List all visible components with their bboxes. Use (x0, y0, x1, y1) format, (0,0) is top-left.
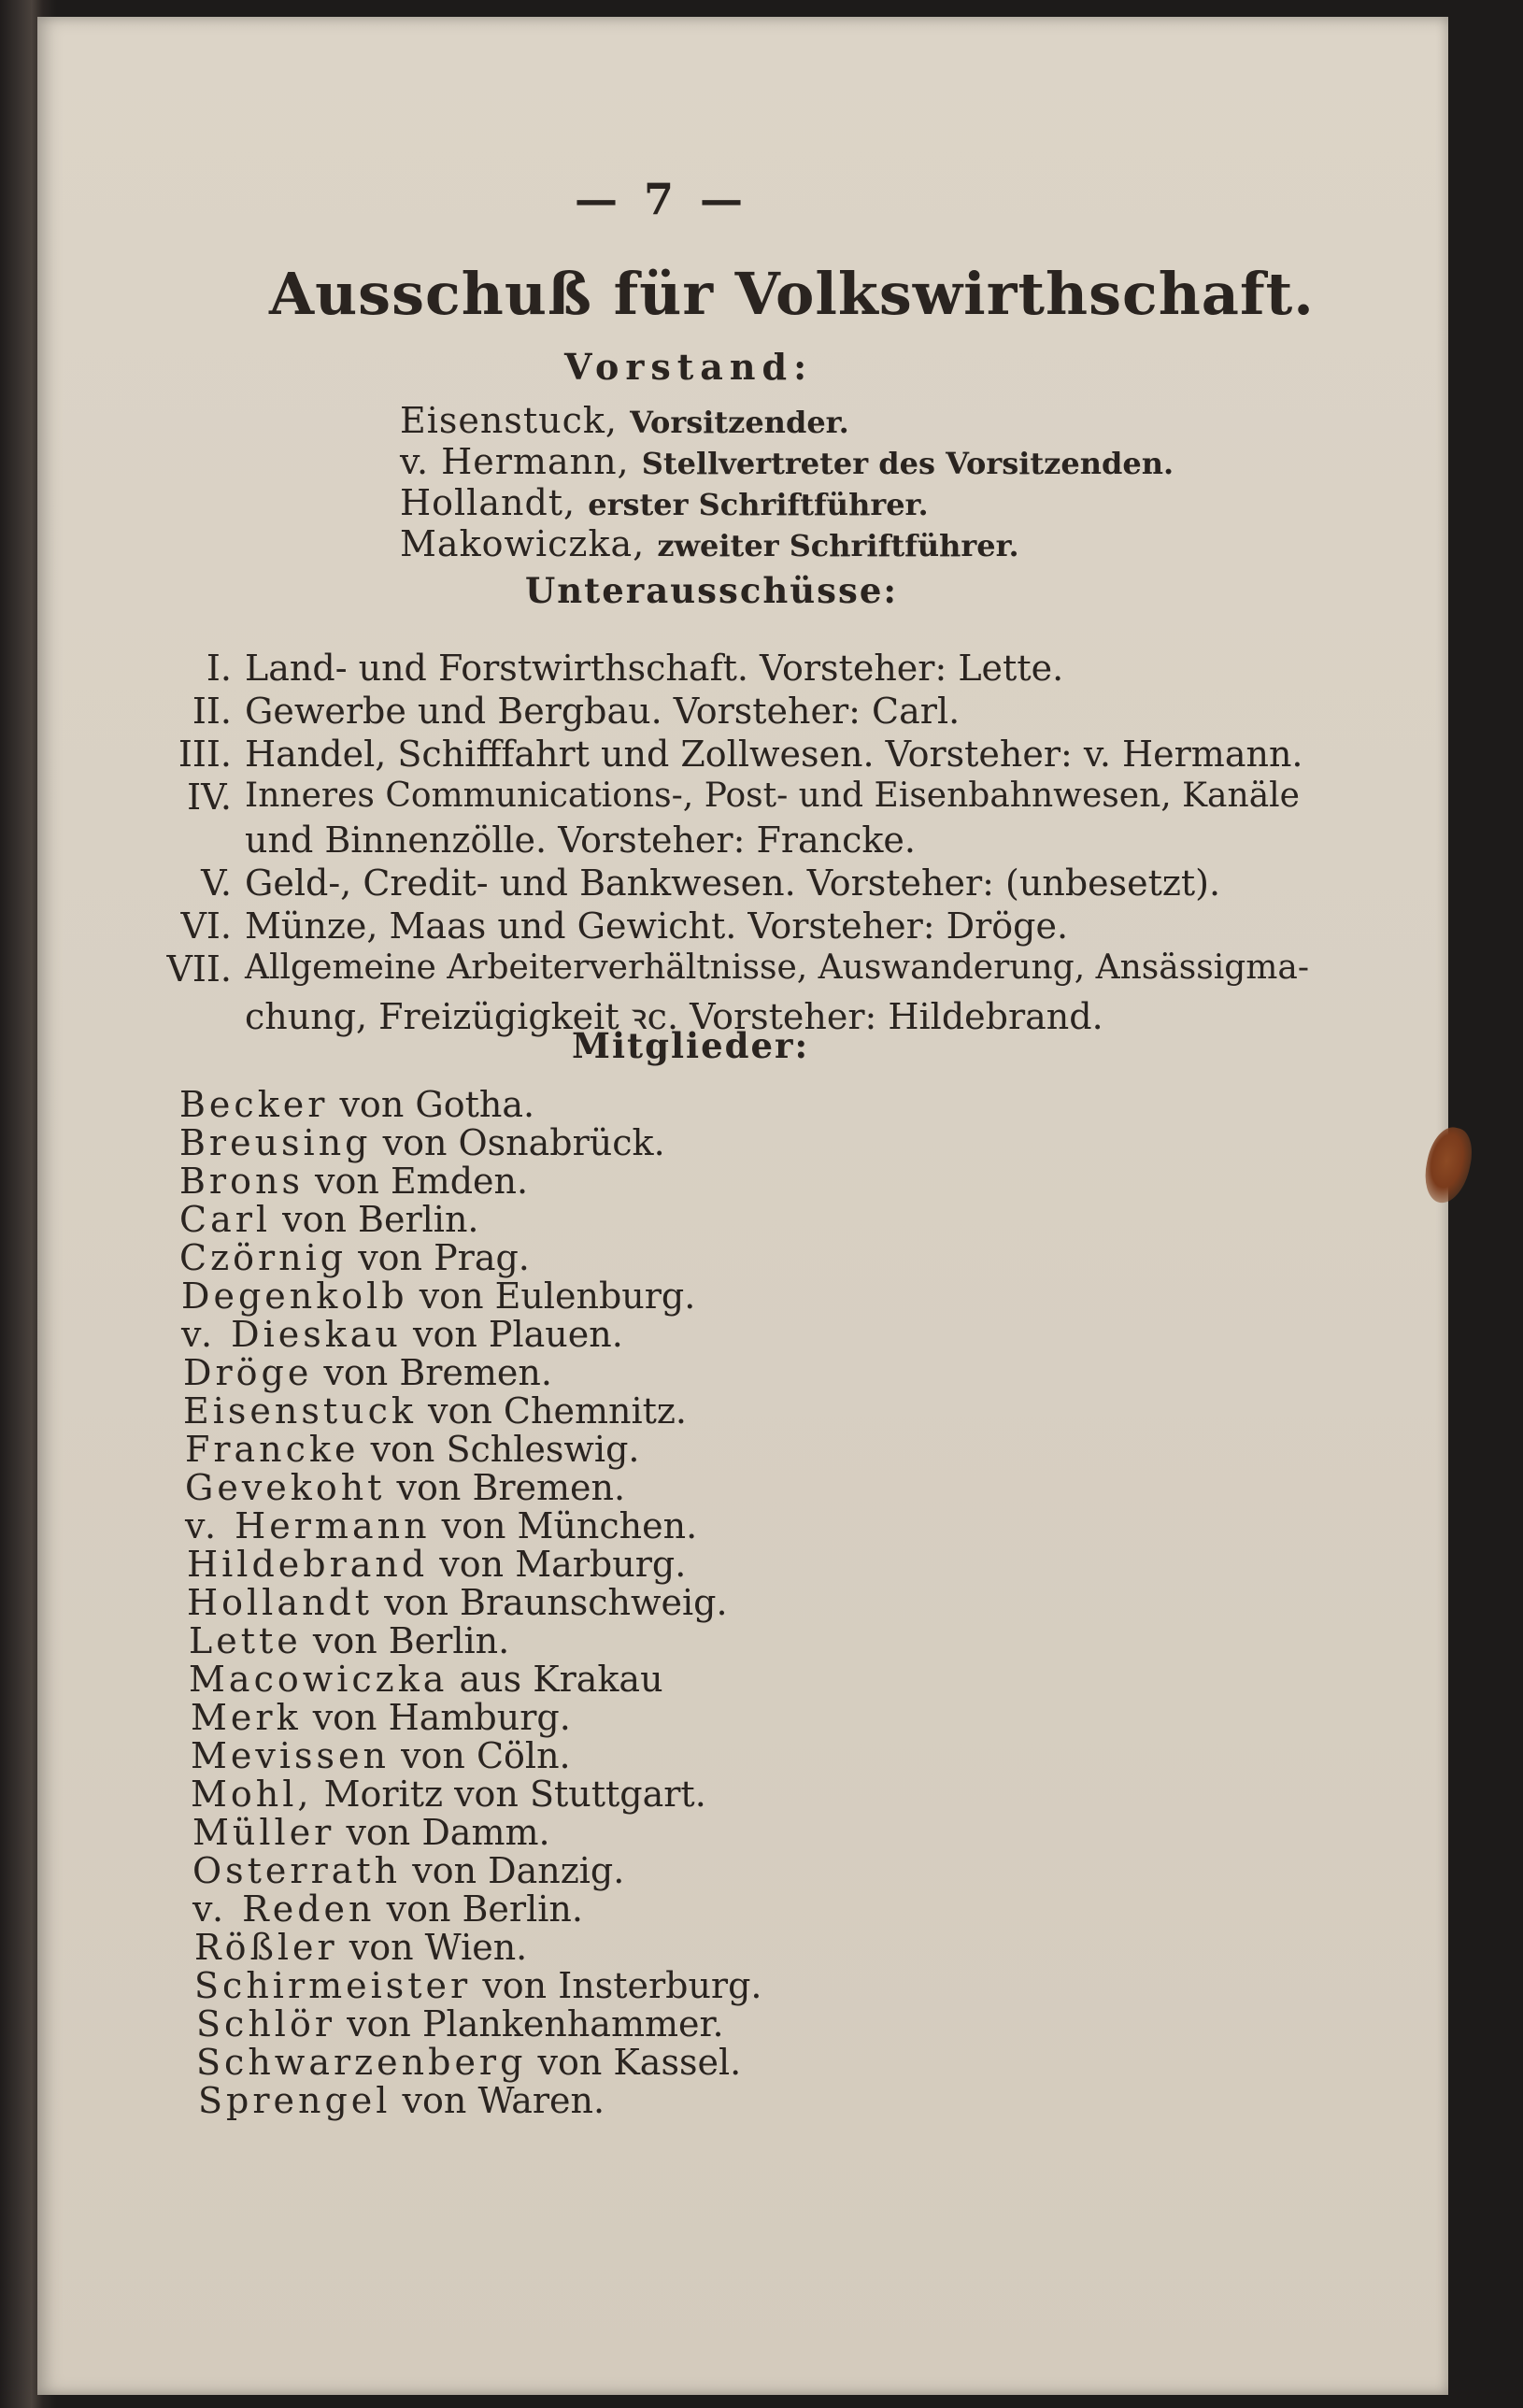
member-place: von Berlin. (312, 1620, 510, 1661)
member-name: Mohl, (191, 1774, 313, 1815)
member-name: Schirmeister (194, 1965, 472, 2006)
committee-title: Ausschuß für Volkswirthschaft. (269, 260, 1315, 328)
board-member-role: erster Schriftführer. (588, 487, 929, 522)
member-entry (191, 1697, 571, 1738)
member-entry (192, 1850, 624, 1891)
member-entry (183, 1390, 687, 1432)
board-member-name: Hollandt, (400, 482, 576, 523)
member-place: von Plauen. (412, 1314, 623, 1355)
member-name: Brons (179, 1161, 304, 1202)
member-place: von Eulenburg. (419, 1275, 696, 1317)
subcommittee-text: Münze, Maas und Gewicht. Vorsteher: Dröge. (245, 905, 1069, 947)
page-number: — 7 — (575, 174, 749, 224)
subcommittee-text: Handel, Schifffahrt und Zollwesen. Vorsteher: v. Hermann. (245, 734, 1303, 775)
member-place: von Berlin. (282, 1199, 479, 1240)
member-name: Schwarzenberg (196, 2042, 527, 2083)
member-name: Degenkolb (181, 1275, 408, 1317)
subcommittee-number: I. (206, 648, 232, 689)
member-place: von Danzig. (412, 1850, 625, 1891)
subcommittee-text: Geld-, Credit- und Bankwesen. Vorsteher: (unbesetzt). (245, 862, 1221, 904)
board-member-name: Makowiczka, (400, 523, 646, 564)
member-entry (185, 1429, 639, 1470)
member-place: von Bremen. (323, 1352, 552, 1393)
subcommittee-text: Land- und Forstwirthschaft. Vorsteher: Lette. (245, 648, 1064, 689)
member-entry (194, 1965, 762, 2006)
board-member-role: zweiter Schriftführer. (657, 528, 1019, 563)
member-place: von Chemnitz. (428, 1390, 687, 1432)
member-name: Czörnig (179, 1237, 348, 1278)
subcommittee-text: Allgemeine Arbeiterverhältnisse, Auswanderung, Ansässigma- (245, 948, 1310, 987)
board-member (400, 523, 1019, 564)
member-place: von Hamburg. (312, 1697, 571, 1738)
member-place: von Marburg. (439, 1544, 687, 1585)
member-place: von München. (441, 1505, 698, 1546)
subcommittee-number: VII. (166, 948, 232, 990)
member-name: Mevissen (191, 1735, 390, 1776)
member-name: Breusing (179, 1122, 372, 1163)
subcommittee-number: VI. (180, 905, 232, 947)
member-entry (179, 1199, 479, 1240)
member-place: von Plankenhammer. (347, 2003, 724, 2045)
member-entry (179, 1161, 528, 1202)
member-entry (189, 1659, 663, 1700)
subcommittee-number: III. (178, 734, 232, 775)
member-name: v. Hermann (185, 1505, 431, 1546)
member-name: Müller (192, 1812, 335, 1853)
member-place: von Wien. (349, 1927, 528, 1968)
member-entry (179, 1237, 530, 1278)
member-place: von Emden. (315, 1161, 529, 1202)
member-entry (196, 2003, 724, 2045)
member-entry (196, 2042, 741, 2083)
member-place: von Prag. (358, 1237, 530, 1278)
member-entry (191, 1735, 571, 1776)
member-name: Sprengel (198, 2080, 391, 2121)
board-member-name: Eisenstuck, (400, 400, 618, 441)
mitglieder-heading: Mitglieder: (572, 1025, 810, 1066)
board-member-name: v. Hermann, (400, 441, 630, 482)
member-name: v. Dieskau (181, 1314, 402, 1355)
member-name: Hollandt (187, 1582, 374, 1623)
member-name: Gevekoht (185, 1467, 386, 1508)
member-place: von Berlin. (386, 1888, 583, 1930)
board-member (400, 400, 849, 441)
subcommittee-text-continued: chung, Freizügigkeit ꝛc. Vorsteher: Hildebrand. (245, 996, 1103, 1037)
member-name: Carl (179, 1199, 272, 1240)
member-name: Eisenstuck (183, 1390, 417, 1432)
subcommittee-number: II. (192, 691, 232, 732)
subcommittee-text: Gewerbe und Bergbau. Vorsteher: Carl. (245, 691, 961, 732)
subcommittee-number: IV. (187, 777, 232, 818)
member-name: Becker (179, 1084, 329, 1125)
member-entry (181, 1314, 623, 1355)
member-place: von Gotha. (339, 1084, 535, 1125)
member-entry (191, 1774, 706, 1815)
subcommittee-text: Inneres Communications-, Post- und Eisenbahnwesen, Kanäle (245, 777, 1300, 815)
member-name: Dröge (183, 1352, 313, 1393)
member-place: von Waren. (402, 2080, 605, 2121)
subcommittee-number: V. (201, 862, 232, 904)
board-member (400, 441, 1174, 482)
board-member (400, 482, 929, 523)
member-entry (181, 1275, 695, 1317)
member-name: Merk (191, 1697, 302, 1738)
member-name: Hildebrand (187, 1544, 429, 1585)
subcommittee-text-continued: und Binnenzölle. Vorsteher: Francke. (245, 819, 916, 861)
member-entry (187, 1582, 728, 1623)
member-place: von Bremen. (396, 1467, 626, 1508)
member-entry (183, 1352, 552, 1393)
member-place: aus Krakau (459, 1659, 663, 1700)
member-place: von Cöln. (401, 1735, 571, 1776)
member-name: Osterrath (192, 1850, 402, 1891)
member-entry (194, 1927, 527, 1968)
member-name: Lette (189, 1620, 302, 1661)
member-name: Schlör (196, 2003, 335, 2045)
member-entry (189, 1620, 509, 1661)
member-entry (192, 1888, 583, 1930)
member-entry (179, 1122, 665, 1163)
member-entry (179, 1084, 534, 1125)
member-name: Francke (185, 1429, 360, 1470)
member-place: Moritz von Stuttgart. (323, 1774, 706, 1815)
member-place: von Insterburg. (482, 1965, 762, 2006)
member-entry (187, 1544, 686, 1585)
member-entry (198, 2080, 605, 2121)
member-place: von Kassel. (537, 2042, 742, 2083)
member-entry (185, 1467, 625, 1508)
member-place: von Osnabrück. (382, 1122, 665, 1163)
unterausschuesse-heading: Unterausschüsse: (525, 570, 899, 611)
board-member-role: Stellvertreter des Vorsitzenden. (641, 446, 1174, 481)
member-name: v. Reden (192, 1888, 376, 1930)
member-place: von Damm. (346, 1812, 550, 1853)
member-place: von Schleswig. (370, 1429, 640, 1470)
board-member-role: Vorsitzender. (630, 405, 849, 440)
member-entry (192, 1812, 550, 1853)
member-name: Macowiczka (189, 1659, 448, 1700)
member-name: Rößler (194, 1927, 338, 1968)
vorstand-heading: Vorstand: (564, 346, 814, 388)
member-place: von Braunschweig. (384, 1582, 728, 1623)
member-entry (185, 1505, 697, 1546)
